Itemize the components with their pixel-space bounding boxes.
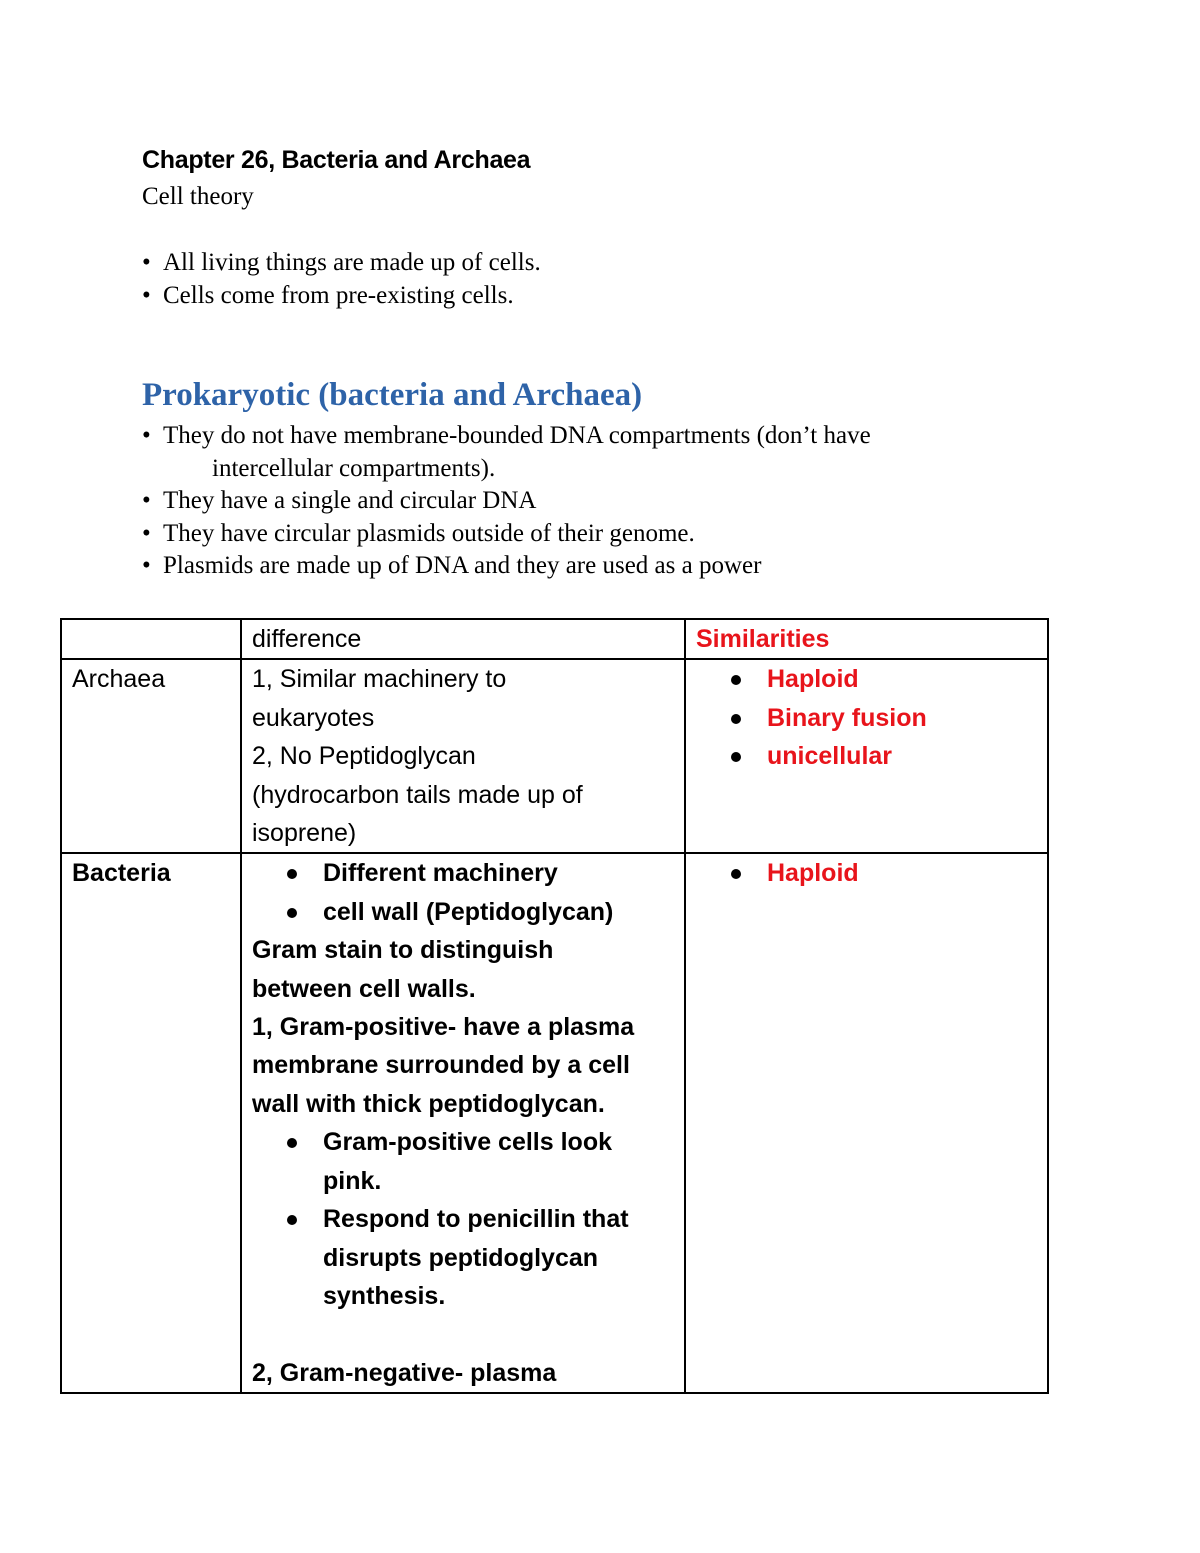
similarities-list [696, 854, 1037, 892]
list-item: • Cells come from pre-existing cells. [142, 280, 541, 313]
table-header-difference: difference [241, 619, 685, 659]
archaea-differences [241, 659, 685, 853]
table-row-archaea [61, 659, 1048, 853]
list-item [252, 1200, 674, 1315]
bacteria-differences [241, 853, 685, 1393]
bacteria-similarities [685, 853, 1048, 1393]
row-label-archaea: Archaea [61, 659, 241, 853]
text-line: isoprene) [252, 819, 357, 848]
archaea-similarities [685, 659, 1048, 853]
text-line: disrupts peptidoglycan [323, 1243, 599, 1272]
similarities-list [696, 660, 1037, 775]
text-line: membrane surrounded by a cell [252, 1051, 630, 1080]
text-line: 2, No Peptidoglycan [252, 742, 476, 771]
list-item [142, 420, 871, 485]
list-item-line: intercellular compartments). [212, 454, 496, 482]
table-header-similarities: Similarities [685, 619, 1048, 659]
list-item-line: They have circular plasmids outside of their genome. [163, 519, 695, 547]
text-line: (hydrocarbon tails made up of [252, 780, 583, 809]
table-header-row [61, 619, 1048, 659]
chapter-title: Chapter 26, Bacteria and Archaea [142, 146, 531, 174]
text-line: 1, Similar machinery to [252, 665, 507, 694]
prokaryotic-list [142, 420, 871, 583]
text-line: eukaryotes [252, 703, 375, 732]
text-line: Respond to penicillin that [323, 1205, 629, 1234]
bacteria-diff-list [252, 854, 674, 931]
list-item: Haploid [696, 660, 1037, 698]
text-line: synthesis. [323, 1281, 446, 1310]
text-line: Gram-positive cells look [323, 1128, 612, 1157]
table-row-bacteria [61, 853, 1048, 1393]
list-item-line: They do not have membrane-bounded DNA compartments (don’t have [163, 422, 871, 449]
table-header-cell-empty [61, 619, 241, 659]
list-item: unicellular [696, 737, 1037, 775]
row-label-bacteria: Bacteria [61, 853, 241, 1393]
list-item-line: They have a single and circular DNA [163, 487, 537, 514]
text-line: pink. [323, 1166, 382, 1195]
text-line: wall with thick peptidoglycan. [252, 1089, 605, 1118]
list-item [142, 550, 871, 583]
text-line: 2, Gram-negative- plasma [252, 1358, 557, 1387]
text-line: Gram stain to distinguish [252, 936, 554, 965]
list-item: Binary fusion [696, 699, 1037, 737]
list-item [142, 518, 871, 551]
list-item-line: Plasmids are made up of DNA and they are used as a power [163, 552, 762, 579]
list-item: Haploid [696, 854, 1037, 892]
text-line: 1, Gram-positive- have a plasma [252, 1013, 635, 1042]
gram-positive-list [252, 1123, 674, 1315]
subtitle-cell-theory: Cell theory [142, 183, 254, 210]
comparison-table [60, 618, 1049, 1394]
text-line: between cell walls. [252, 974, 476, 1003]
list-item [142, 485, 871, 518]
list-item: • All living things are made up of cells. [142, 247, 541, 280]
blank-line [252, 1315, 674, 1353]
list-item [252, 1123, 674, 1200]
cell-theory-list [142, 247, 541, 312]
list-item: cell wall (Peptidoglycan) [252, 893, 674, 931]
prokaryotic-heading: Prokaryotic (bacteria and Archaea) [142, 377, 643, 413]
list-item: Different machinery [252, 854, 674, 892]
